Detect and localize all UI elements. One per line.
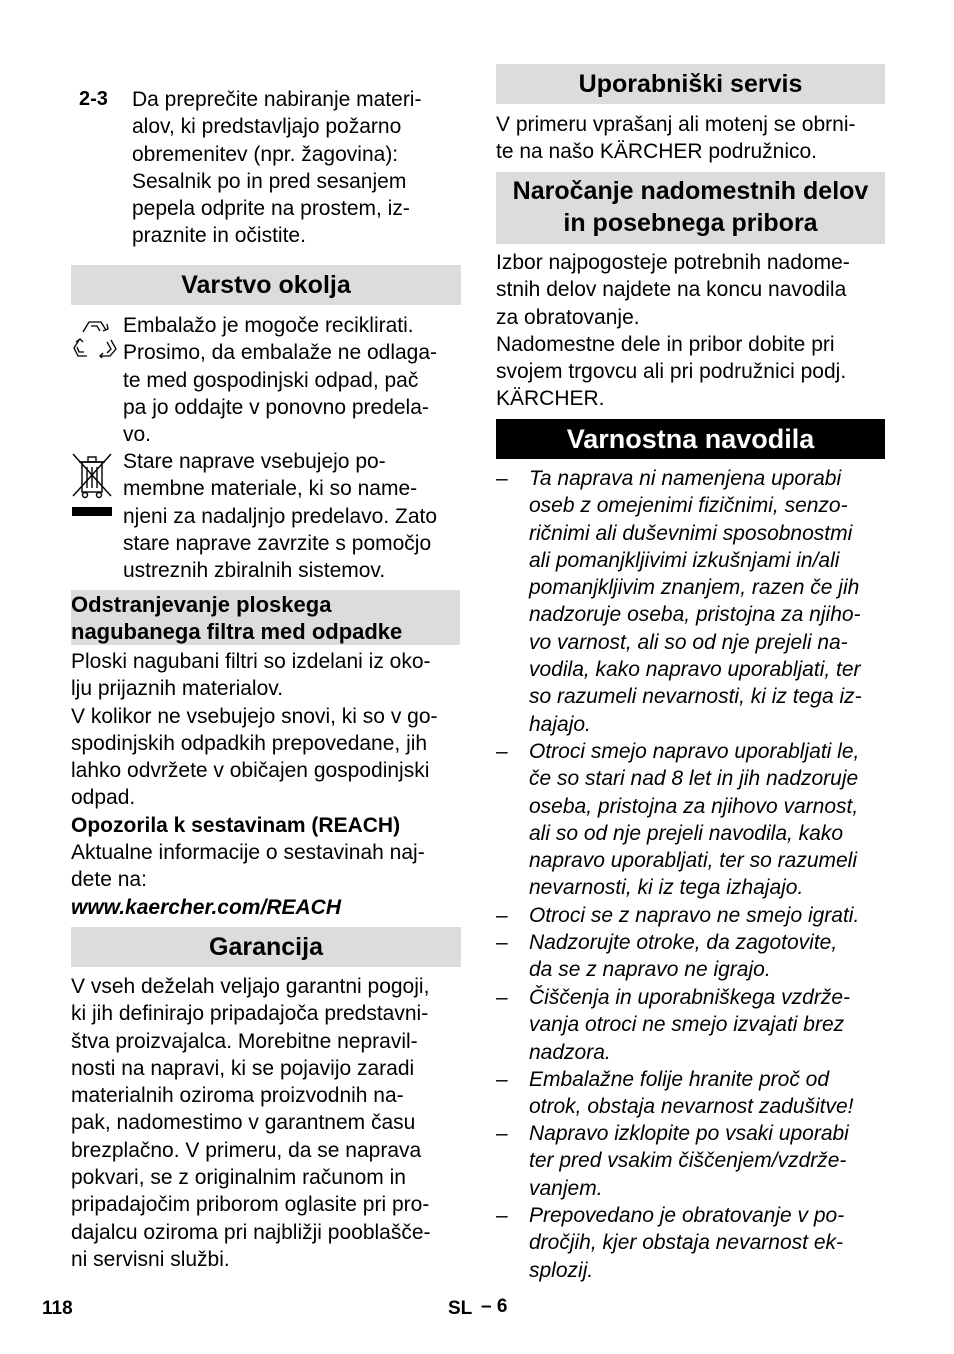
bullet-dash: – — [496, 931, 508, 954]
service-heading: Uporabniški servis — [496, 64, 885, 104]
safety-heading: Varnostna navodila — [496, 419, 885, 459]
warranty-heading: Garancija — [71, 927, 461, 967]
reach-title: Opozorila k sestavinam (REACH) — [71, 813, 401, 837]
filter-text: Ploski nagubani filtri so izdelani iz oko- lju prijaznih materialov. V kolikor ne vsebujejo snovi, ki so v go- spodinjskih odpadkih prepovedane, jih lahko odvržete v običajen gospodinjski odpad. Opozorila k sestavinam (REACH) Aktualne informacije o sestavinah naj- dete na: www.kaercher.com/REACH — [71, 648, 463, 921]
section-page: – 6 — [481, 1296, 508, 1317]
bullet-dash: – — [496, 1068, 508, 1091]
bullet-dash: – — [496, 740, 508, 763]
bullet-dash: – — [496, 1122, 508, 1145]
warranty-text: V vseh deželah veljajo garantni pogoji, ki jih definirajo pripadajoča predstavni- štva proizvajalca. Morebitne nepravil- nosti na napravi, ki se pojavijo zaradi materialnih oziroma proizvodnih na- pak, nadomestimo v garantnem času brezplačno. V primeru, da se naprava pokvari, se z originalnim računom in pripadajočim priborom oglasite pri pro- dajalcu oziroma pri najbližji pooblašče- ni servisni službi. — [71, 975, 431, 1271]
reach-link[interactable]: www.kaercher.com/REACH — [71, 895, 341, 919]
bullet-dash: – — [496, 986, 508, 1009]
parts-heading: Naročanje nadomestnih delov in posebnega pribora — [496, 172, 885, 244]
weee-text: Stare naprave vsebujejo po- membne materiale, ki so name- njeni za nadaljnjo predelavo. Zato stare naprave zavrzite s pomočjo ustreznih zbiralnih sistemov. — [123, 450, 438, 583]
recycle-text: Embalažo je mogoče reciklirati. Prosimo, da embalaže ne odlaga- te med gospodinjski odpad, pač pa jo oddajte v ponovno predela- vo. — [123, 314, 438, 447]
step-number: 2-3 — [79, 88, 108, 110]
language-code: SL — [448, 1298, 473, 1319]
bullet-dash: – — [496, 1204, 508, 1227]
step-text: Da preprečite nabiranje materi- alov, ki predstavljajo požarno obremenitev (npr. žagovina): Sesalnik po in pred sesanjem pepela odprite na prostem, iz- praznite in očistite. — [132, 88, 422, 248]
bullet-dash: – — [496, 904, 508, 927]
bullet-dash: – — [496, 467, 508, 490]
filter-heading: Odstranjevanje ploskega nagubanega filtra med odpadke — [71, 590, 460, 645]
recycle-icon — [73, 318, 117, 358]
parts-text: Izbor najpogosteje potrebnih nadome- stnih delov najdete na koncu navodila za obratovanje. Nadomestne dele in pribor dobite pri svojem trgovcu ali pri podružnici podj. KÄRCHER. — [496, 251, 850, 411]
crossed-bin-icon — [71, 452, 113, 518]
service-text: V primeru vprašanj ali motenj se obrni- te na našo KÄRCHER podružnico. — [496, 113, 856, 164]
env-heading: Varstvo okolja — [71, 265, 461, 305]
page-number: 118 — [42, 1298, 73, 1319]
